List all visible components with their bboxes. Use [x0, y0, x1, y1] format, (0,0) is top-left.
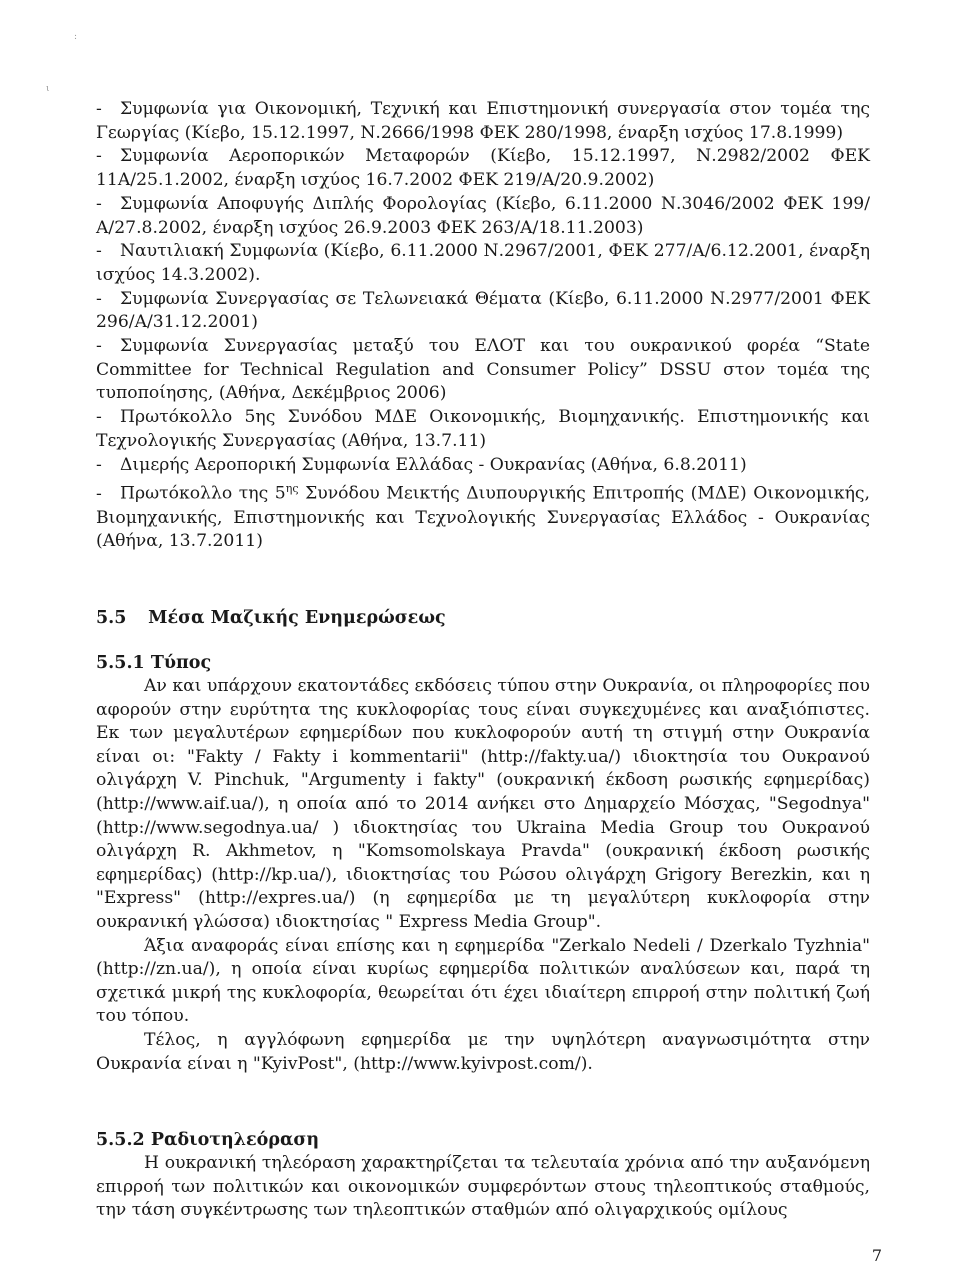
- scan-artifact: :: [74, 32, 78, 42]
- paragraph: Η ουκρανική τηλεόραση χαρακτηρίζεται τα τελευταία χρόνια από την αυξανόμενη επιρροή των πολιτικών και οικονομικών συμφερόντων στους τηλεοπτικούς σταθμούς, την τάση συγκέντρωσης των τηλεοπτικών σταθμών από ολιγαρχικούς ομίλους: [96, 1153, 870, 1221]
- agreements-list: [96, 98, 870, 554]
- list-item: - Πρωτόκολλο 5ης Συνόδου ΜΔΕ Οικονομικής, Βιομηχανικής. Επιστημονικής και Τεχνολογικής Συνεργασίας (Αθήνα, 13.7.11): [96, 407, 870, 451]
- list-item: - Συμφωνία Συνεργασίας σε Τελωνειακά Θέματα (Κίεβο, 6.11.2000 Ν.2977/2001 ΦΕΚ 296/Α/31.12.2001): [96, 288, 870, 333]
- scan-artifact: ι: [46, 84, 50, 94]
- section-heading-5-5-2: 5.5.2 Ραδιοτηλεόραση: [96, 1130, 320, 1150]
- paragraph: Αν και υπάρχουν εκατοντάδες εκδόσεις τύπου στην Ουκρανία, οι πληροφορίες που αφορούν στην ευρύτητα της κυκλοφορίας τους είναι συγκεχυμένες και αναξιόπιστες. Εκ των μεγαλυτέρων εφημερίδων που κυκλοφορούν αυτή τη στιγμή στην Ουκρανία είναι οι: "Fakty / Fakty i kommentarii" (http://fakty.ua/) ιδιοκτησία του Ουκρανού ολιγάρχη V. Pinchuk, "Argumenty i fakty" (ουκρανική έκδοση ρωσικής εφημερίδας) (http://www.aif.ua/), η οποία από το 2014 ανήκει στο Δημαρχείο Μόσχας, "Segodnya" (http://www.segodnya.ua/ ) ιδιοκτησίας του Ukraina Media Group του Ουκρανού ολιγάρχη R. Akhmetov, η "Komsomolskaya Pravda" (ουκρανική έκδοση ρωσικής εφημερίδας) (http://kp.ua/), ιδιοκτησίας του Ρώσου ολιγάρχη Grigory Berezkin, και η "Express" (http://expres.ua/) (η εφημερίδα με τη μεγαλύτερη κυκλοφορία στην ουκρανική γλώσσα) ιδιοκτησίας " Express Media Group".: [96, 676, 870, 932]
- list-item: - Πρωτόκολλο της $5^{\eta\varsigma}$ Συνόδου Μεικτής Διυπουργικής Επιτροπής (ΜΔΕ) Οικονομικής, Βιομηχανικής, Επιστημονικής και Τεχνολογικής Συνεργασίας Ελλάδος - Ουκρανίας (Αθήνα, 13.7.2011): [96, 482, 870, 552]
- paragraph: Άξια αναφοράς είναι επίσης και η εφημερίδα "Zerkalo Nedeli / Dzerkalo Tyzhnia" (http://zn.ua/), η οποία είναι κυρίως εφημερίδα πολιτικών αναλύσεων και, παρά τη σχετικά μικρή της κυκλοφορία, θεωρείται ότι έχει ιδιαίτερη επιρροή στην πολιτική ζωή του τόπου.: [96, 935, 870, 1027]
- list-item: - Διμερής Αεροπορική Συμφωνία Ελλάδας - Ουκρανίας (Αθήνα, 6.8.2011): [96, 454, 747, 475]
- list-item: - Συμφωνία Συνεργασίας μεταξύ του ΕΛΟΤ και του ουκρανικού φορέα “State Committee for Technical Regulation and Consumer Policy” DSSU στον τομέα της τυποποίησης, (Αθήνα, Δεκέμβριος 2006): [96, 336, 870, 404]
- section-heading-5-5-1: 5.5.1 Τύπος: [96, 653, 212, 673]
- section-heading-5-5: 5.5 Μέσα Μαζικής Ενημερώσεως: [96, 608, 446, 628]
- list-item: - Συμφωνία για Οικονομική, Τεχνική και Επιστημονική συνεργασία στον τομέα της Γεωργίας (Κίεβο, 15.12.1997, Ν.2666/1998 ΦΕΚ 280/1998, έναρξη ισχύος 17.8.1999): [96, 99, 870, 143]
- press-section-body: [96, 675, 870, 1076]
- paragraph: Τέλος, η αγγλόφωνη εφημερίδα με την υψηλότερη αναγνωσιμότητα στην Ουκρανία είναι η "KyivPost", (http://www.kyivpost.com/).: [96, 1029, 870, 1074]
- page-number: 7: [871, 1246, 882, 1265]
- list-item: - Ναυτιλιακή Συμφωνία (Κίεβο, 6.11.2000 Ν.2967/2001, ΦΕΚ 277/Α/6.12.2001, έναρξη ισχύος 14.3.2002).: [96, 241, 870, 285]
- list-item: - Συμφωνία Αεροπορικών Μεταφορών (Κίεβο, 15.12.1997, Ν.2982/2002 ΦΕΚ 11Α/25.1.2002, έναρξη ισχύος 16.7.2002 ΦΕΚ 219/Α/20.9.2002): [96, 146, 870, 191]
- broadcast-section-body: [96, 1152, 870, 1223]
- list-item: - Συμφωνία Αποφυγής Διπλής Φορολογίας (Κίεβο, 6.11.2000 Ν.3046/2002 ΦΕΚ 199/Α/27.8.2002, έναρξη ισχύος 26.9.2003 ΦΕΚ 263/Α/18.11.2003): [96, 193, 870, 238]
